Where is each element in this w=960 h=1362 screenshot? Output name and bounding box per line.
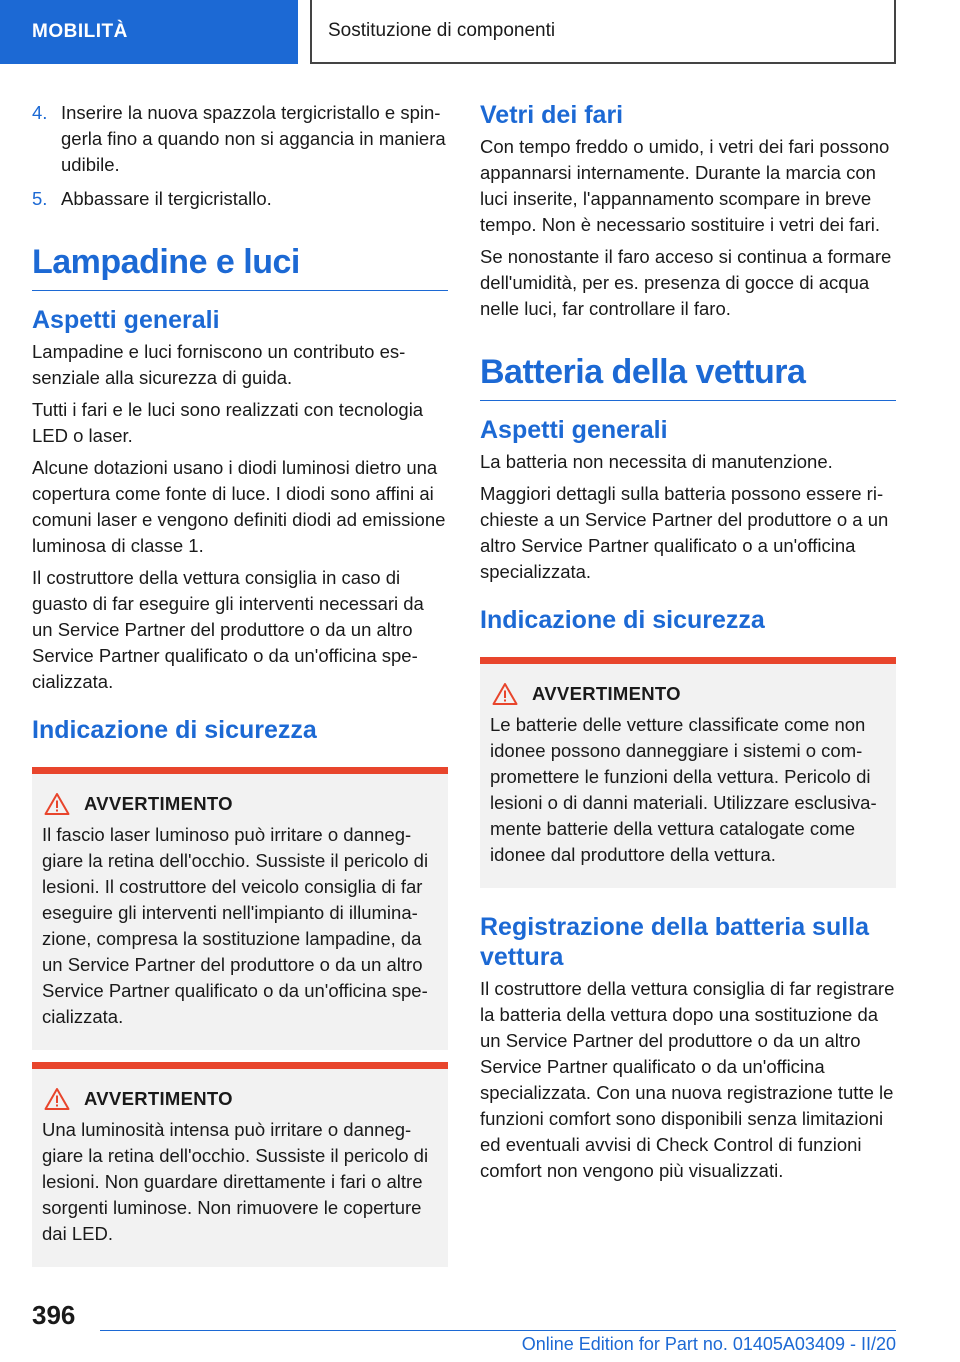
step-item: [32, 100, 448, 178]
warning-triangle-icon: [44, 1087, 70, 1111]
paragraph: Il costruttore della vettura consiglia in caso di guasto di far eseguire gli interventi necessari da un Service Partner del produttore o da un altro Service Partner qualificato o da un'officina specializzata.: [32, 567, 424, 692]
paragraph: Se nonostante il faro acceso si continua a formare dell'umidità, per es. presenza di gocce di acqua nelle luci, far controllare il faro.: [480, 246, 892, 319]
step-list: [32, 100, 448, 212]
paragraph: Il costruttore della vettura consiglia di far registrare la batteria della vettura dopo una sostituzione da un Service Partner del produttore o da un altro Service Partner qualificato o da un'officina specializzata. Con una nuova registrazione tutte le funzioni comfort sono disponibili senza limitazioni ed eventuali avvisi di Check Control di funzioni comfort non vengono più visualizzati.: [480, 978, 895, 1181]
subheading-battery-registration: Registrazione della batteria sulla vettura: [480, 913, 870, 971]
chapter-title: Sostituzione di componenti: [310, 0, 896, 64]
warning-text: Le batterie delle vetture classificate come non idonee possono danneggiare i sistemi o compromettere le funzioni della vettura. Pericolo di lesioni o di danni materiali. Utilizzare esclusivamente batterie della vettura catalogate come idonee dal produttore della vettura.: [490, 714, 877, 865]
warning-box: [32, 767, 448, 1050]
section-heading-lamps: Lampadine e luci: [32, 242, 448, 291]
edition-label: Online Edition for Part no. 01405A03409 - II/20: [521, 1334, 896, 1354]
step-text: Abbassare il tergicristallo.: [61, 188, 272, 209]
warning-triangle-icon: [492, 682, 518, 706]
page-header: [0, 0, 960, 66]
step-number: 5.: [32, 188, 48, 209]
warning-label: AVVERTIMENTO: [84, 793, 233, 814]
warning-header: [42, 792, 438, 816]
subheading-safety: Indicazione di sicurezza: [32, 716, 317, 744]
paragraph: Con tempo freddo o umido, i vetri dei fari possono appannarsi internamente. Durante la marcia con luci inserite, l'appannamento scompare in breve tempo. Non è necessario sostituire i vetri dei fari.: [480, 136, 890, 235]
page-number: 396: [32, 1300, 76, 1330]
warning-triangle-icon: [44, 792, 70, 816]
step-text: Inserire la nuova spazzola tergicristallo e spingerla fino a quando non si aggancia in maniera udibile.: [61, 102, 446, 175]
left-column: [32, 100, 448, 1279]
section-heading-battery: Batteria della vettura: [480, 352, 896, 401]
warning-text: Una luminosità intensa può irritare o danneggiare la retina dell'occhio. Sussiste il pericolo di lesioni. Non guardare direttamente i fari o altre sorgenti luminose. Non rimuovere le coperture dai LED.: [42, 1119, 429, 1244]
right-column: [480, 100, 896, 1190]
warning-label: AVVERTIMENTO: [84, 1088, 233, 1109]
paragraph: La batteria non necessita di manutenzione.: [480, 451, 833, 472]
warning-text: Il fascio laser luminoso può irritare o danneggiare la retina dell'occhio. Sussiste il pericolo di lesioni. Il costruttore del veicolo consiglia di far eseguire gli interventi nell'impianto di illuminazione, compresa la sostituzione lampadine, da un Service Partner del produttore o da un altro Service Partner qualificato o da un'officina specializzata.: [42, 824, 429, 1027]
subheading-general: Aspetti generali: [480, 416, 668, 444]
paragraph: Tutti i fari e le luci sono realizzati con tecnologia LED o laser.: [32, 399, 424, 446]
subheading-general: Aspetti generali: [32, 306, 220, 334]
warning-header: [42, 1087, 438, 1111]
section-tab: MOBILITÀ: [0, 0, 298, 64]
footer-divider: [100, 1330, 896, 1331]
warning-label: AVVERTIMENTO: [532, 683, 681, 704]
warning-box: [480, 657, 896, 888]
paragraph: Maggiori dettagli sulla batteria possono essere richieste a un Service Partner del produttore o a un altro Service Partner qualificato o a un'officina specializzata.: [480, 483, 889, 582]
subheading-safety: Indicazione di sicurezza: [480, 606, 765, 634]
subheading-headlight-glass: Vetri dei fari: [480, 101, 624, 129]
warning-header: [490, 682, 886, 706]
paragraph: Alcune dotazioni usano i diodi luminosi dietro una copertura come fonte di luce. I diodi sono affini ai comuni laser e vengono definiti diodi ad emissione luminosa di classe 1.: [32, 457, 446, 556]
paragraph: Lampadine e luci forniscono un contributo essenziale alla sicurezza di guida.: [32, 341, 406, 388]
step-number: 4.: [32, 102, 48, 123]
warning-box: [32, 1062, 448, 1267]
step-item: [32, 186, 448, 212]
